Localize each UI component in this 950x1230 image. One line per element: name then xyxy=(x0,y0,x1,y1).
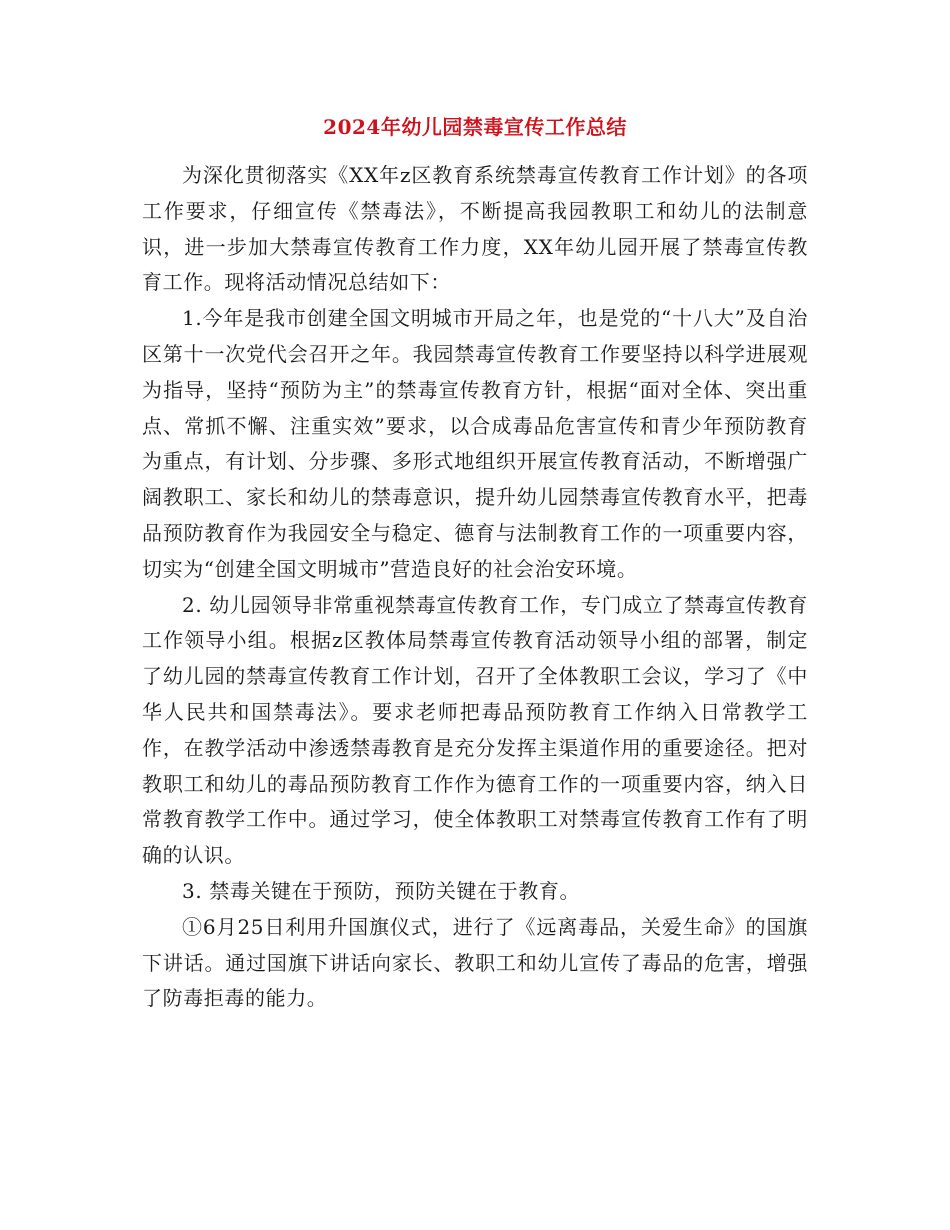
paragraph-item-2: 2. 幼儿园领导非常重视禁毒宣传教育工作，专门成立了禁毒宣传教育工作领导小组。根据z区教体局禁毒宣传教育活动领导小组的部署，制定了幼儿园的禁毒宣传教育工作计划，召开了全体教职工会议，学习了《中华人民共和国禁毒法》。要求老师把毒品预防教育工作纳入日常教学工作，在教学活动中渗透禁毒教育是充分发挥主渠道作用的重要途径。把对教职工和幼儿的毒品预防教育工作作为德育工作的一项重要内容，纳入日常教育教学工作中。通过学习，使全体教职工对禁毒宣传教育工作有了明确的认识。 xyxy=(142,592,808,868)
document-page xyxy=(142,112,808,1017)
paragraph-item-3: 3. 禁毒关键在于预防，预防关键在于教育。 xyxy=(182,878,581,903)
paragraph-sub-item-1: ①6月25日利用升国旗仪式，进行了《远离毒品，关爱生命》的国旗下讲话。通过国旗下讲话向家长、教职工和幼儿宣传了毒品的危害，增强了防毒拒毒的能力。 xyxy=(142,914,808,1011)
intro-paragraph: 为深化贯彻落实《XX年z区教育系统禁毒宣传教育工作计划》的各项工作要求，仔细宣传《禁毒法》，不断提高我园教职工和幼儿的法制意识，进一步加大禁毒宣传教育工作力度，XX年幼儿园开展了禁毒宣传教育工作。现将活动情况总结如下： xyxy=(142,163,808,295)
document-title: 2024年幼儿园禁毒宣传工作总结 xyxy=(323,115,627,139)
paragraph-item-1: 1.今年是我市创建全国文明城市开局之年，也是党的“十八大”及自治区第十一次党代会召开之年。我园禁毒宣传教育工作要坚持以科学进展观为指导，坚持“预防为主”的禁毒宣传教育方针，根据“面对全体、突出重点、常抓不懈、注重实效”要求，以合成毒品危害宣传和青少年预防教育为重点，有计划、分步骤、多形式地组织开展宣传教育活动，不断增强广阔教职工、家长和幼儿的禁毒意识，提升幼儿园禁毒宣传教育水平，把毒品预防教育作为我园安全与稳定、德育与法制教育工作的一项重要内容，切实为“创建全国文明城市”营造良好的社会治安环境。 xyxy=(142,306,808,581)
